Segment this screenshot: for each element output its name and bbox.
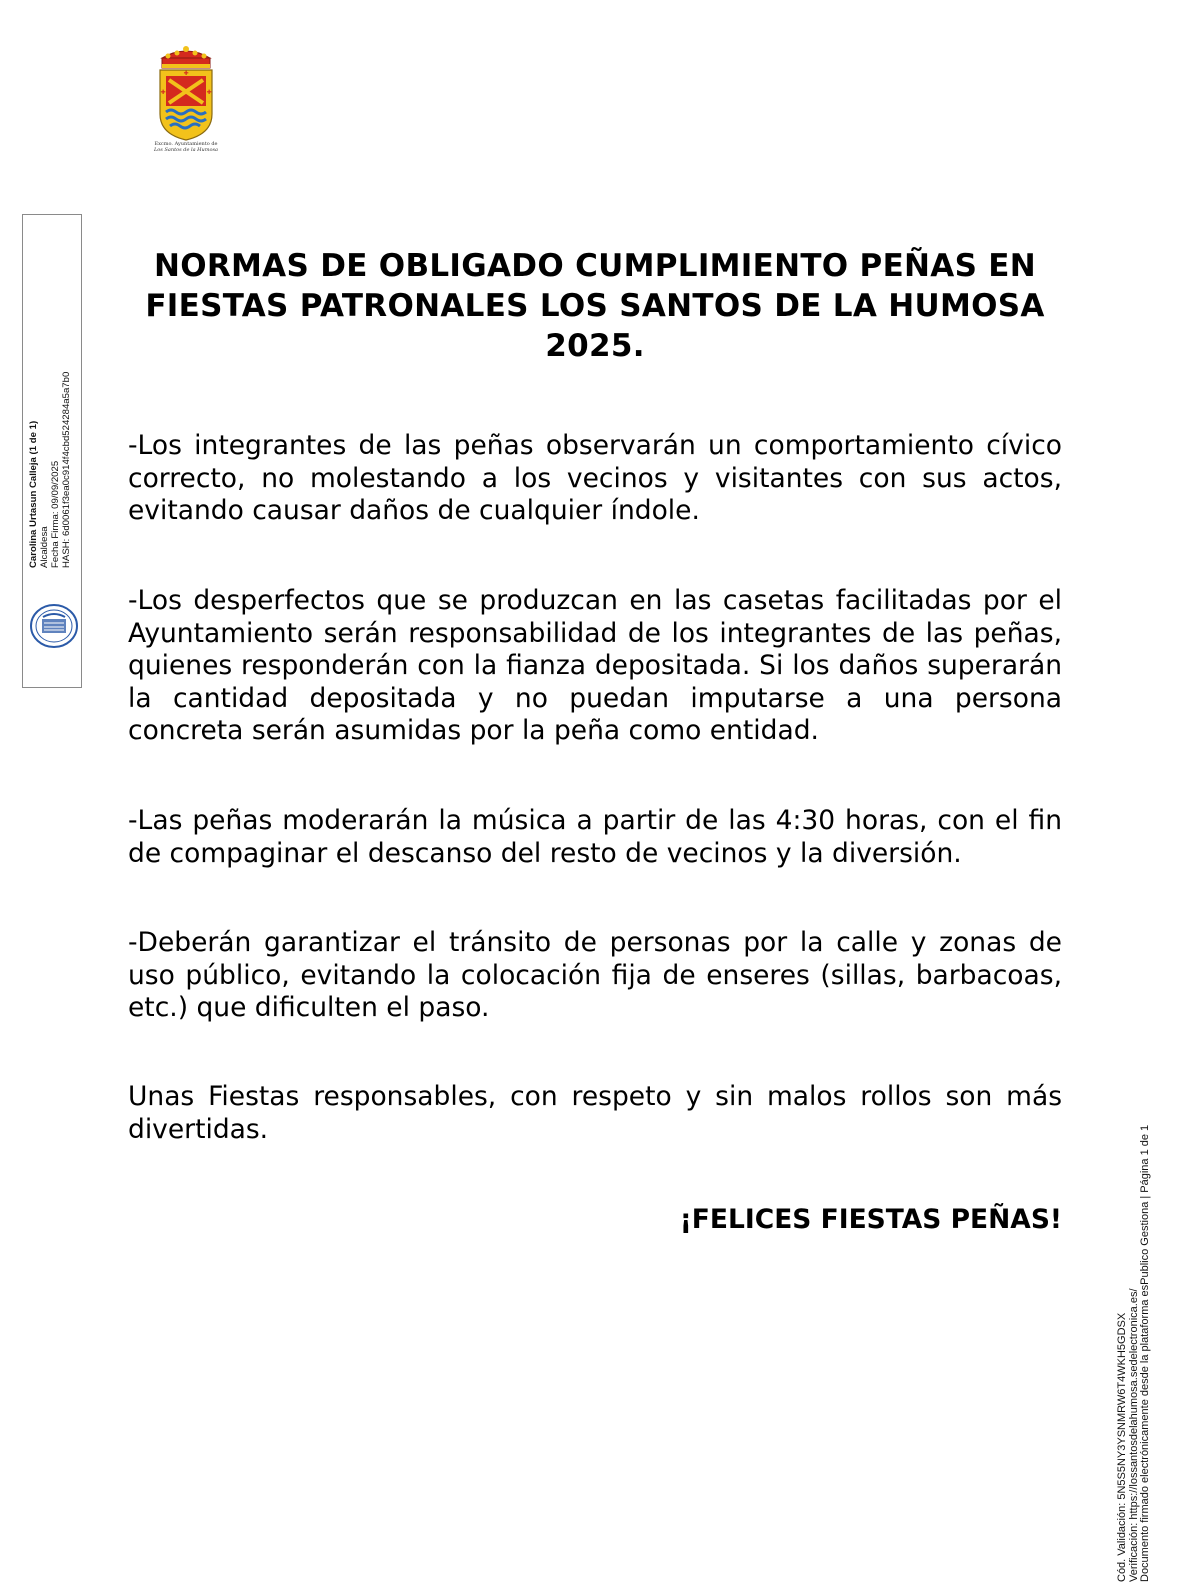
document-title: NORMAS DE OBLIGADO CUMPLIMIENTO PEÑAS EN FIESTAS PATRONALES LOS SANTOS DE LA HUMOSA 2025. — [145, 248, 1045, 364]
official-seal — [29, 603, 79, 649]
coat-of-arms-icon — [148, 44, 224, 144]
svg-text:✚: ✚ — [206, 89, 212, 96]
crest-caption — [140, 141, 232, 153]
crest-caption-line-1: Excmo. Ayuntamiento de — [154, 141, 218, 147]
verification-url: Verificación: https://lossantosdelahumosa.sedelectronica.es/ — [1127, 1288, 1140, 1582]
signature-date: Fecha Firma: 09/09/2025 — [50, 460, 61, 568]
rule-paragraph-1: -Los integrantes de las peñas observarán un comportamiento cívico correcto, no molestando a los vecinos y visitantes con sus actos, evitando causar daños de cualquier índole. — [128, 430, 1062, 527]
svg-text:✚: ✚ — [183, 70, 189, 77]
signature-platform-note: Documento firmado electrónicamente desde la plataforma esPublico Gestiona | Página 1 de 1 — [1139, 1124, 1151, 1582]
rule-paragraph-2: -Los desperfectos que se produzcan en las casetas facilitadas por el Ayuntamiento serán responsabilidad de los integrantes de las peñas, quienes responderán con la fianza depositada. Si los daños superarán la cantidad depositada y no puedan imputarse a una persona concreta serán asumidas por la peña como entidad. — [128, 585, 1062, 747]
signer-role: Alcaldesa — [39, 526, 50, 568]
rule-paragraph-4: -Deberán garantizar el tránsito de personas por la calle y zonas de uso público, evitando la colocación fija de enseres (sillas, barbacoas, etc.) que dificulten el paso. — [128, 927, 1062, 1024]
validation-code: Cód. Validación: 5N5S5NY3YSNMRW6T4WKH5GDSX — [1116, 1312, 1128, 1582]
signer-name: Carolina Urtasun Calleja (1 de 1) — [28, 420, 39, 568]
seal-icon — [29, 603, 79, 649]
svg-text:✚: ✚ — [160, 89, 166, 96]
verification-strip — [1117, 1125, 1152, 1582]
closing-greeting: ¡FELICES FIESTAS PEÑAS! — [679, 1204, 1062, 1235]
closing-paragraph: Unas Fiestas responsables, con respeto y sin malos rollos son más divertidas. — [128, 1081, 1062, 1145]
signature-details — [28, 372, 72, 568]
signature-hash: HASH: 6d0061f3ea0c914f4cbd524284a5a7b0 — [61, 371, 72, 568]
rule-paragraph-3: -Las peñas moderarán la música a partir de las 4:30 horas, con el fin de compaginar el descanso del resto de vecinos y la diversión. — [128, 805, 1062, 869]
crest-caption-line-2: Los Santos de la Humosa — [153, 147, 219, 153]
